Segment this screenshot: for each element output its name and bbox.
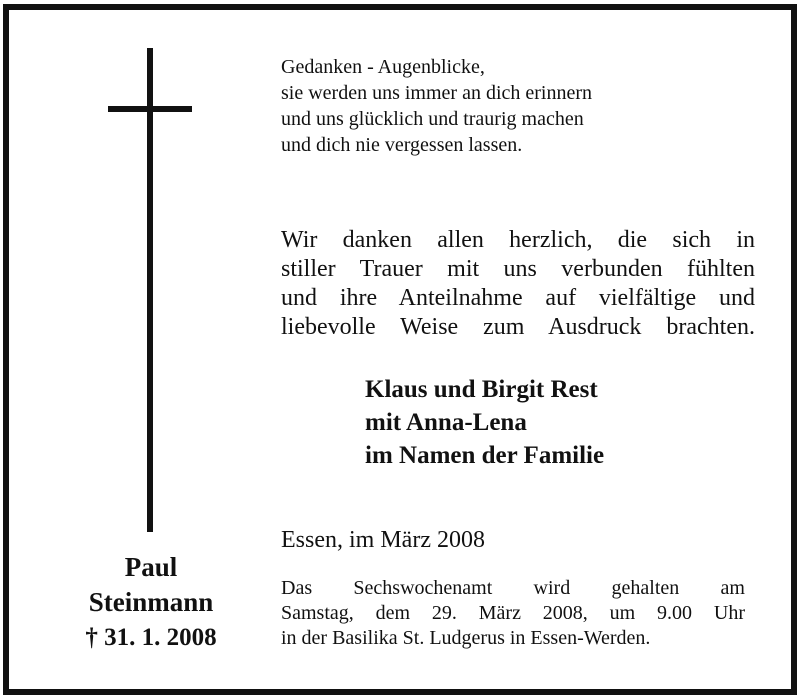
thanks-line: stiller Trauer mit uns verbunden fühlten (281, 256, 755, 282)
signer-line: mit Anna-Lena (365, 409, 527, 436)
signer-line: Klaus und Birgit Rest (365, 376, 598, 403)
service-line: Das Sechswochenamt wird gehalten am (281, 577, 745, 599)
deceased-name-block (49, 550, 253, 655)
thanks-line: und ihre Anteilnahme auf vielfältige und (281, 285, 755, 311)
poem-line: sie werden uns immer an dich erinnern (281, 82, 593, 104)
deceased-last-name: Steinmann (88, 587, 214, 617)
thanks-line: liebevolle Weise zum Ausdruck brachten. (281, 314, 755, 340)
service-line: in der Basilika St. Ludgerus in Essen-Werden. (281, 627, 651, 649)
signers-block (365, 373, 604, 472)
poem-line: und dich nie vergessen lassen. (281, 134, 523, 156)
obituary-notice-frame (3, 4, 797, 695)
service-line: Samstag, dem 29. März 2008, um 9.00 Uhr (281, 602, 745, 624)
thanks-line: Wir danken allen herzlich, die sich in (281, 227, 755, 253)
signer-line: im Namen der Familie (365, 442, 605, 469)
service-announcement (281, 576, 745, 651)
deceased-first-name: Paul (124, 552, 178, 582)
cross-vertical-bar (147, 48, 153, 532)
poem-line: und uns glücklich und traurig machen (281, 108, 584, 130)
poem (281, 54, 741, 158)
poem-line: Gedanken - Augenblicke, (281, 56, 485, 78)
death-date: † 31. 1. 2008 (85, 624, 217, 651)
place-date: Essen, im März 2008 (281, 527, 485, 553)
cross-horizontal-bar (108, 106, 192, 112)
thanks-paragraph (281, 226, 755, 342)
